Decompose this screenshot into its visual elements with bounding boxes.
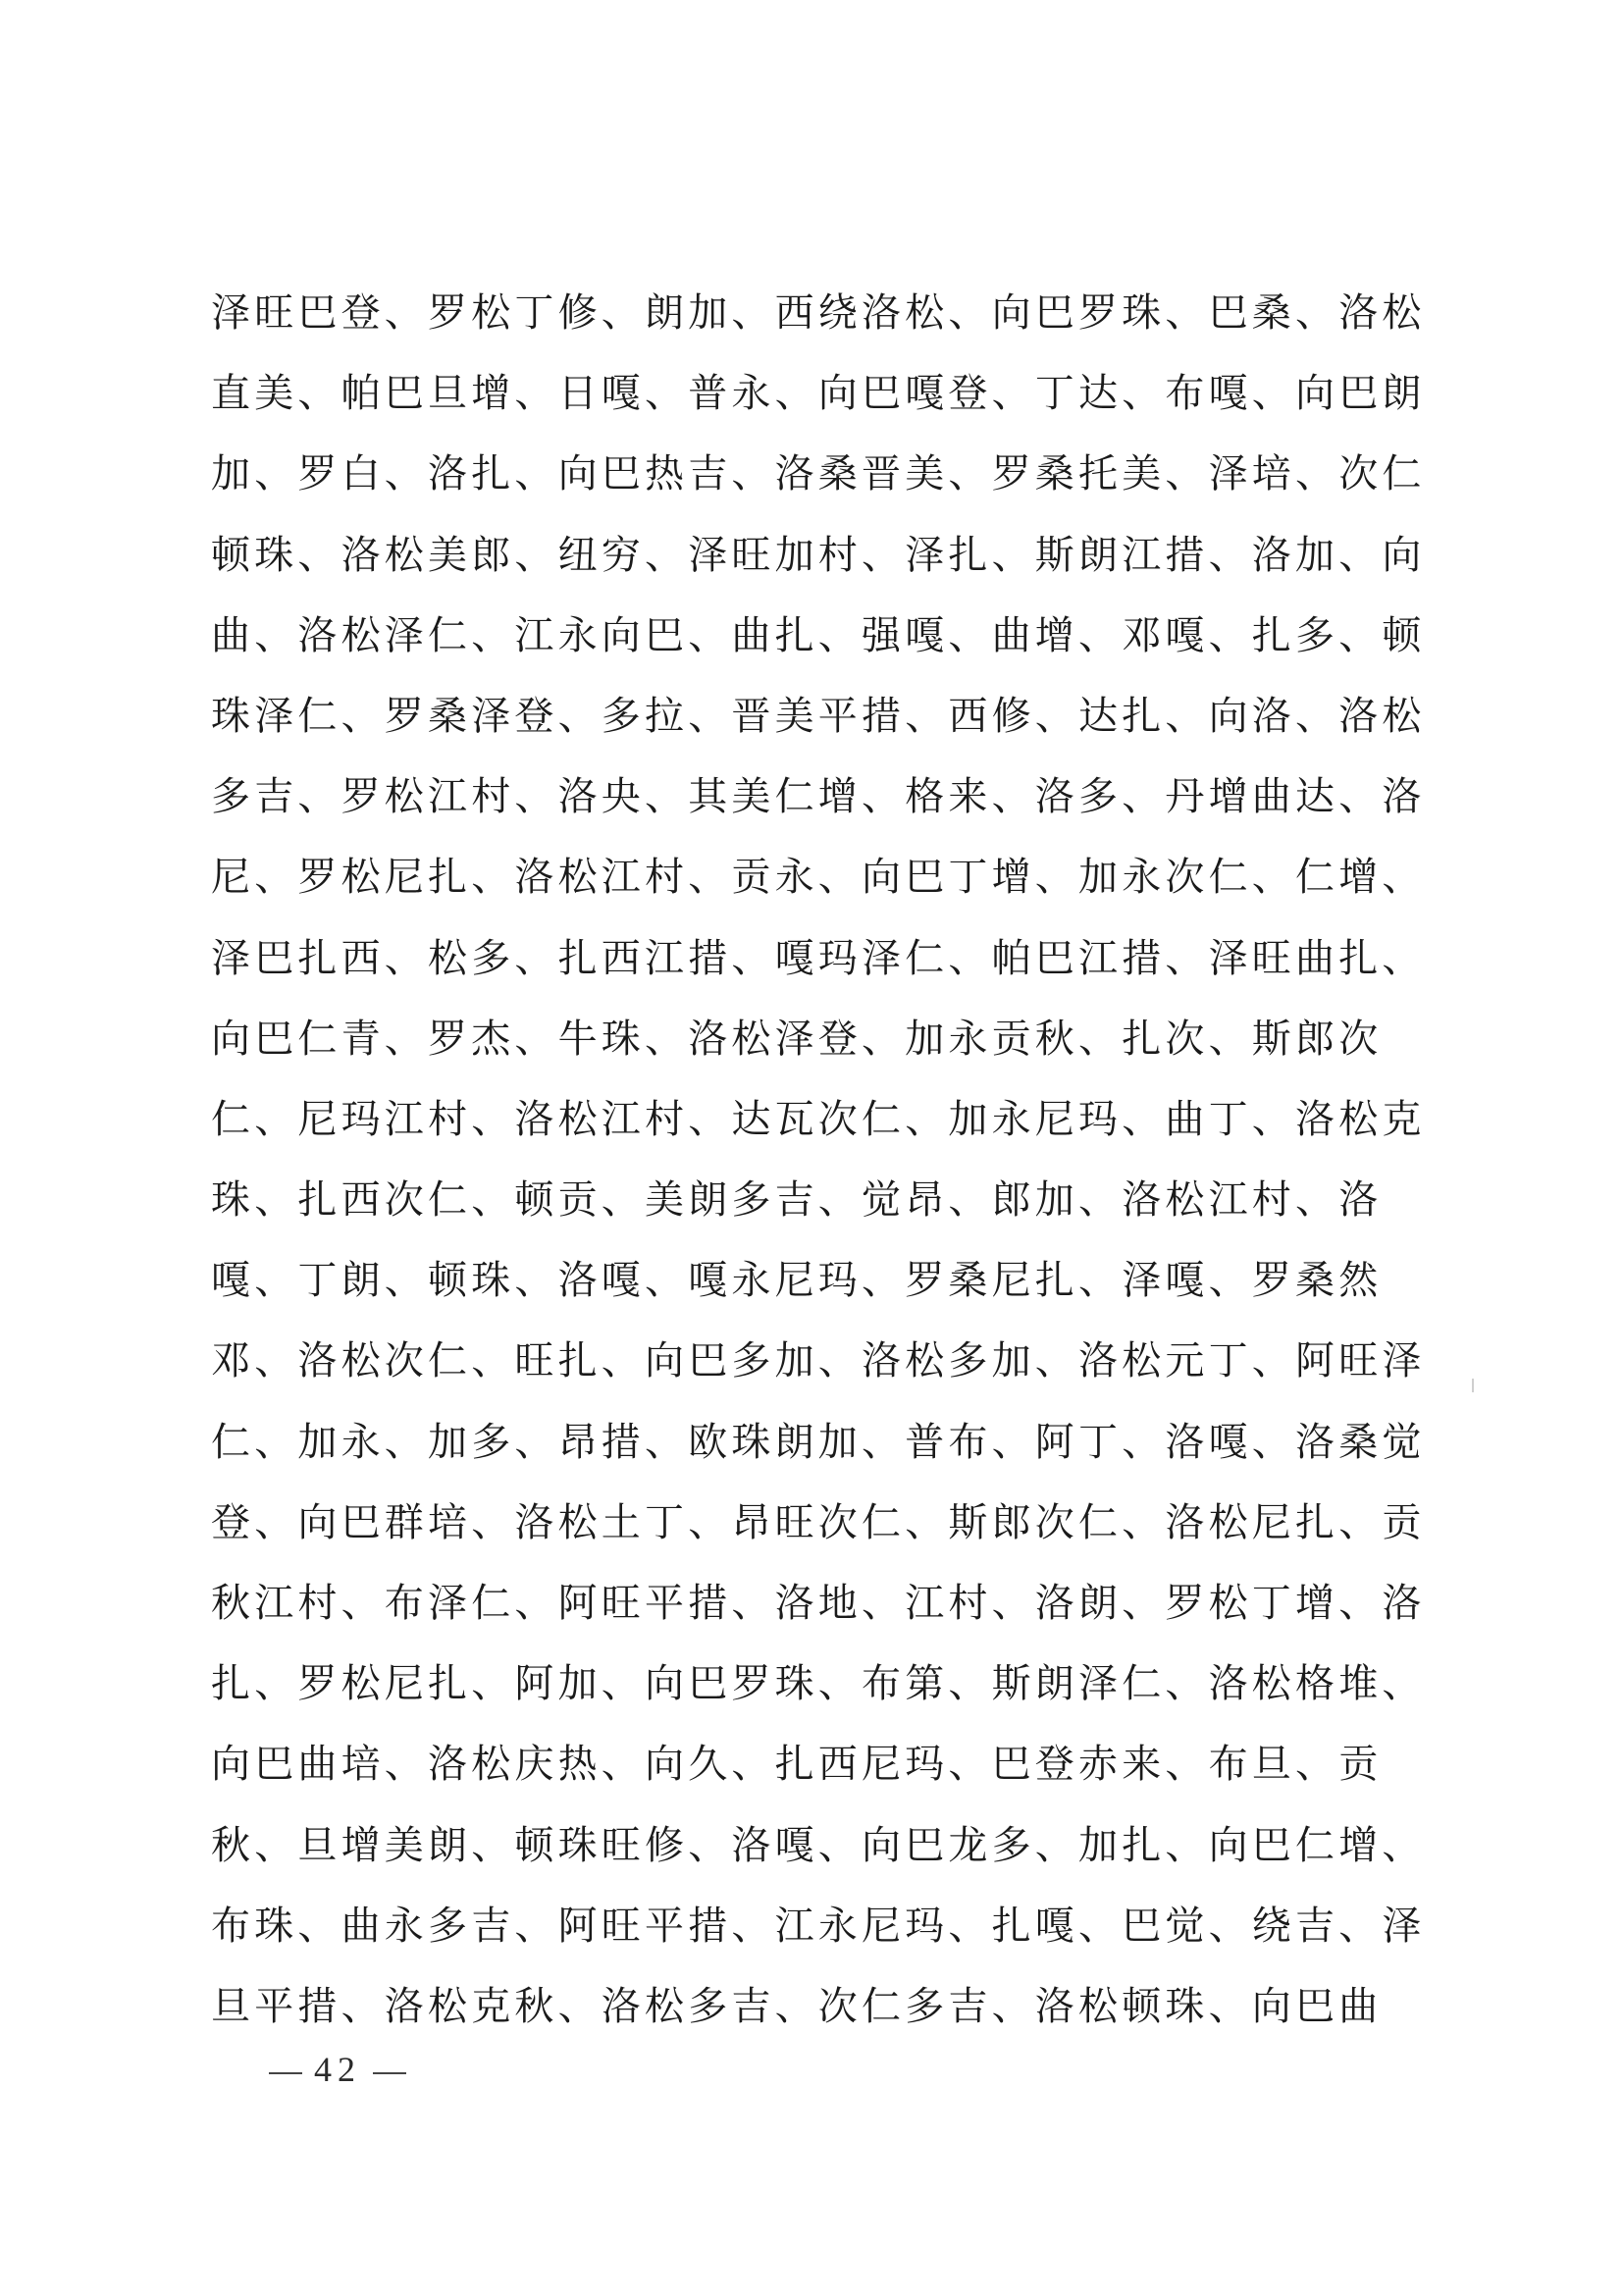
text-line: 登、向巴群培、洛松土丁、昂旺次仁、斯郎次仁、洛松尼扎、贡 (211, 1499, 1426, 1545)
text-line: 嘎、丁朗、顿珠、洛嘎、嘎永尼玛、罗桑尼扎、泽嘎、罗桑然 (211, 1258, 1383, 1304)
text-line: 曲、洛松泽仁、江永向巴、曲扎、强嘎、曲增、邓嘎、扎多、顿 (211, 612, 1426, 658)
text-line: 秋江村、布泽仁、阿旺平措、洛地、江村、洛朗、罗松丁增、洛 (211, 1581, 1426, 1626)
text-line: 泽巴扎西、松多、扎西江措、嘎玛泽仁、帕巴江措、泽旺曲扎、 (211, 935, 1426, 981)
text-line: 旦平措、洛松克秋、洛松多吉、次仁多吉、洛松顿珠、向巴曲 (211, 1983, 1383, 2029)
text-line: 布珠、曲永多吉、阿旺平措、江永尼玛、扎嘎、巴觉、绕吉、泽 (211, 1903, 1426, 1949)
text-line: 向巴仁青、罗杰、牛珠、洛松泽登、加永贡秋、扎次、斯郎次 (211, 1016, 1383, 1062)
footer-dash-left (269, 2072, 302, 2074)
text-line: 珠泽仁、罗桑泽登、多拉、晋美平措、西修、达扎、向洛、洛松 (211, 693, 1426, 739)
text-line: 珠、扎西次仁、顿贡、美朗多吉、觉昂、郎加、洛松江村、洛 (211, 1177, 1383, 1224)
text-line: 扎、罗松尼扎、阿加、向巴罗珠、布第、斯朗泽仁、洛松格堆、 (211, 1661, 1426, 1707)
text-line: 顿珠、洛松美郎、纽穷、泽旺加村、泽扎、斯朗江措、洛加、向 (211, 532, 1426, 578)
text-line: 秋、旦增美朗、顿珠旺修、洛嘎、向巴龙多、加扎、向巴仁增、 (211, 1822, 1426, 1868)
text-line: 直美、帕巴旦增、日嘎、普永、向巴嘎登、丁达、布嘎、向巴朗 (211, 371, 1426, 417)
page-footer (257, 2049, 418, 2090)
footer-dash-right (373, 2072, 406, 2074)
scan-mark (1472, 1379, 1474, 1392)
text-line: 加、罗白、洛扎、向巴热吉、洛桑晋美、罗桑托美、泽培、次仁 (211, 451, 1426, 497)
text-line: 尼、罗松尼扎、洛松江村、贡永、向巴丁增、加永次仁、仁增、 (211, 855, 1426, 901)
text-line: 仁、加永、加多、昂措、欧珠朗加、普布、阿丁、洛嘎、洛桑觉 (211, 1419, 1426, 1465)
text-line: 向巴曲培、洛松庆热、向久、扎西尼玛、巴登赤来、布旦、贡 (211, 1742, 1383, 1788)
body-text (211, 273, 1426, 2047)
text-line: 邓、洛松次仁、旺扎、向巴多加、洛松多加、洛松元丁、阿旺泽 (211, 1338, 1426, 1384)
page-number: 42 (314, 2050, 361, 2089)
text-line: 仁、尼玛江村、洛松江村、达瓦次仁、加永尼玛、曲丁、洛松克 (211, 1096, 1426, 1142)
text-line: 多吉、罗松江村、洛央、其美仁增、格来、洛多、丹增曲达、洛 (211, 774, 1426, 820)
text-line: 泽旺巴登、罗松丁修、朗加、西绕洛松、向巴罗珠、巴桑、洛松 (211, 290, 1426, 336)
